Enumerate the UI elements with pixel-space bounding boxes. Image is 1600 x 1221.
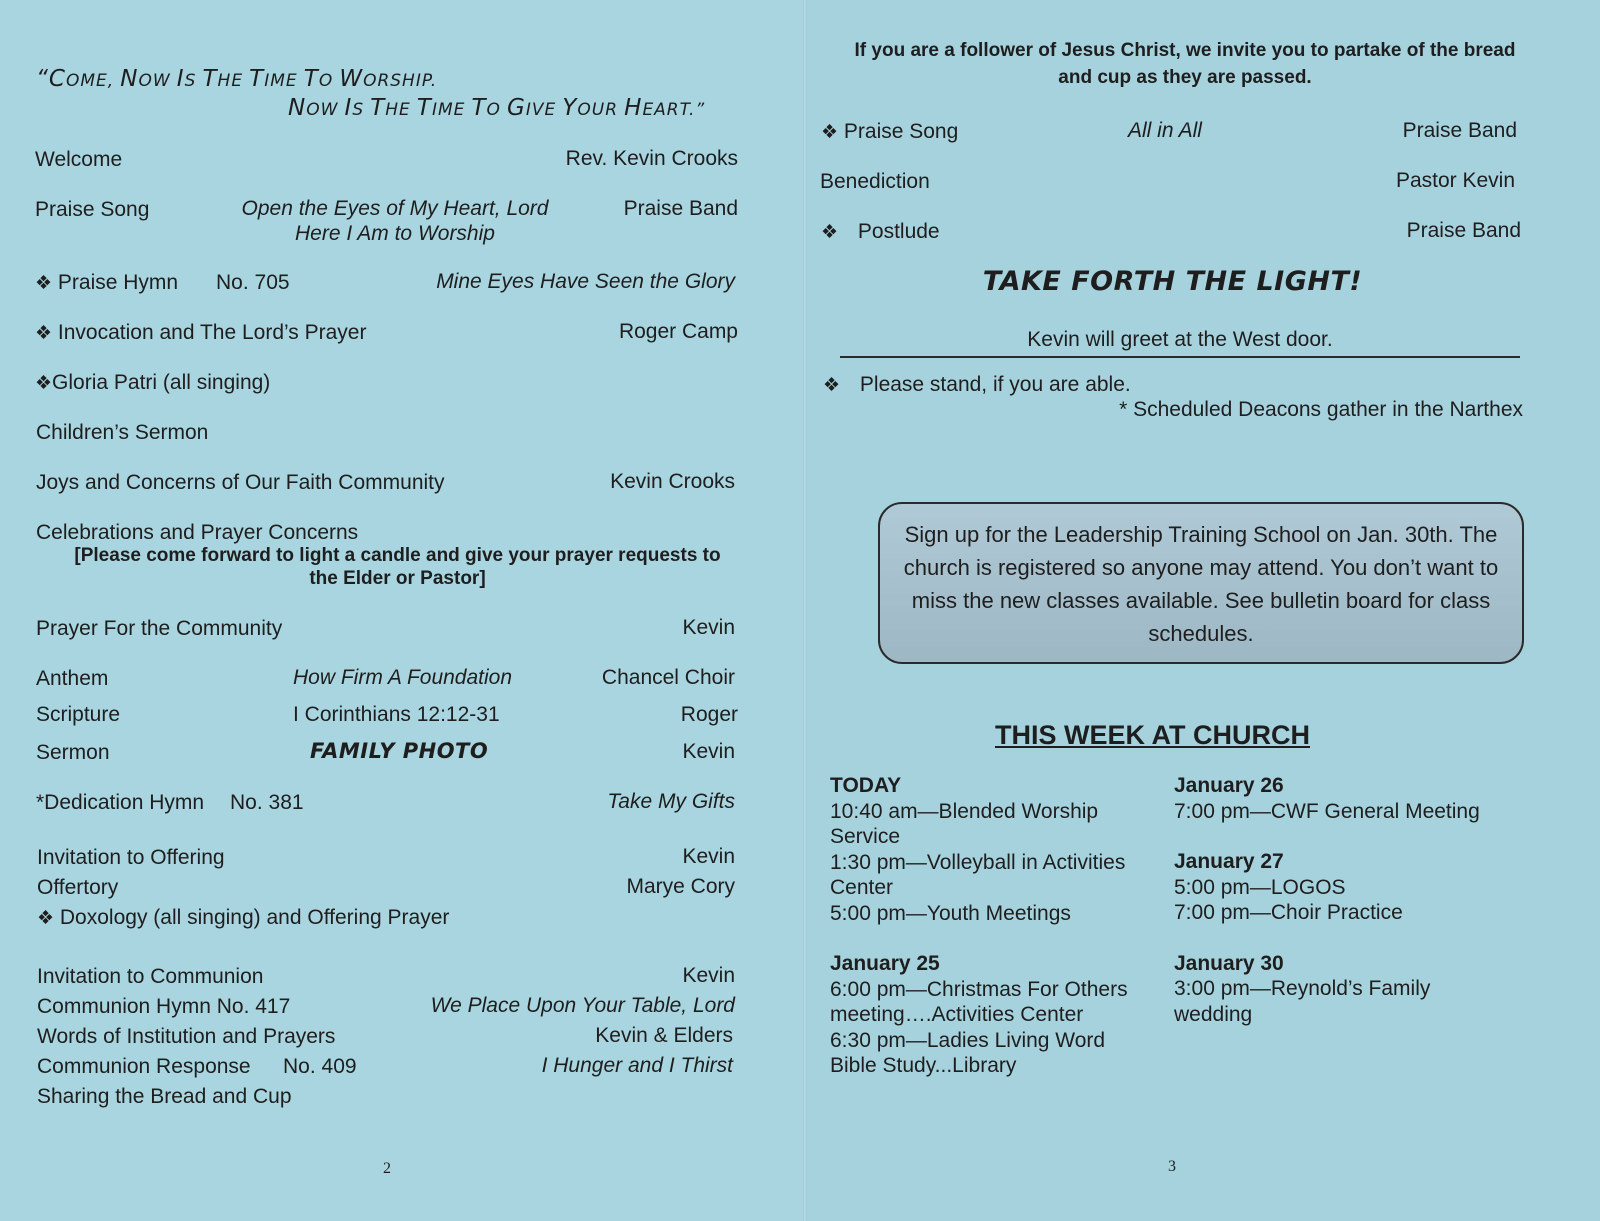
right-praise-song-label: Praise Song: [843, 120, 959, 143]
benediction-leader: Pastor Kevin: [1395, 169, 1515, 192]
stand-note-row: [823, 373, 1131, 397]
quote-text-2: NOW IS THE TIME TO GIVE YOUR HEART.”: [288, 95, 706, 121]
sermon-label: Sermon: [36, 741, 110, 764]
gloria-label: Gloria Patri (all singing): [52, 371, 271, 394]
bullet-icon: ❖: [35, 323, 53, 344]
schedule-group-jan25: [830, 951, 1150, 1079]
schedule-item: 5:00 pm—LOGOS: [1174, 875, 1346, 899]
schedule-item: 10:40 am—Blended Worship Service: [830, 799, 1099, 848]
sermon-title: FAMILY PHOTO: [310, 739, 489, 763]
postlude-row: [821, 220, 940, 244]
schedule-item: 1:30 pm—Volleyball in Activities Center: [830, 850, 1126, 899]
stand-note: Please stand, if you are able.: [859, 373, 1131, 396]
dedication-number: No. 381: [230, 791, 304, 814]
signup-announcement-box: [878, 502, 1524, 664]
invitation-communion-leader: Kevin: [682, 964, 735, 987]
praise-song-leader: Praise Band: [623, 197, 738, 220]
words-leader: Kevin & Elders: [595, 1024, 733, 1047]
deacons-note: * Scheduled Deacons gather in the Narthex: [1119, 398, 1523, 421]
schedule-item: 7:00 pm—CWF General Meeting: [1174, 799, 1480, 823]
praise-song-title1: Open the Eyes of My Heart, Lord: [241, 197, 549, 220]
dedication-label: *Dedication Hymn: [36, 791, 205, 814]
doxology-label: Doxology (all singing) and Offering Prayer: [59, 906, 450, 929]
anthem-title: How Firm A Foundation: [293, 666, 513, 689]
praise-song-label: Praise Song: [35, 198, 150, 221]
bullet-icon: ❖: [35, 273, 53, 294]
schedule-group-jan26: [1174, 773, 1514, 824]
invitation-offering-leader: Kevin: [682, 845, 735, 868]
schedule-head: TODAY: [830, 774, 902, 797]
celebrations-note-line2: the Elder or Pastor]: [309, 568, 486, 589]
childrens-sermon-label: Children’s Sermon: [36, 421, 209, 444]
schedule-group-jan27: [1174, 849, 1514, 926]
dedication-title: Take My Gifts: [607, 790, 735, 813]
scripture-reference: I Corinthians 12:12-31: [293, 703, 500, 726]
communion-hymn-title: We Place Upon Your Table, Lord: [430, 994, 735, 1017]
schedule-item: 5:00 pm—Youth Meetings: [830, 901, 1071, 925]
schedule-column-1: [830, 773, 1150, 1079]
bullet-icon: ❖: [823, 375, 841, 396]
offertory-leader: Marye Cory: [626, 875, 735, 898]
sharing-label: Sharing the Bread and Cup: [37, 1085, 292, 1108]
invitation-communion-label: Invitation to Communion: [37, 965, 264, 988]
invocation-leader: Roger Camp: [618, 320, 738, 343]
this-week-heading: THIS WEEK AT CHURCH: [995, 720, 1310, 750]
praise-hymn-title: Mine Eyes Have Seen the Glory: [436, 270, 735, 293]
worship-quote-line2: [288, 95, 705, 121]
praise-hymn-row: [35, 271, 178, 295]
praise-song-title2: Here I Am to Worship: [295, 222, 495, 245]
schedule-item: 7:00 pm—Choir Practice: [1174, 901, 1403, 924]
page-number-right: 3: [1168, 1158, 1176, 1175]
page-number-left: 2: [383, 1160, 391, 1177]
divider-line: [840, 356, 1520, 358]
praise-hymn-label: Praise Hymn: [57, 271, 179, 294]
communion-invite-line1: If you are a follower of Jesus Christ, we invite you to partake of the bread: [854, 40, 1516, 61]
communion-response-number: No. 409: [283, 1055, 357, 1078]
bullet-icon: ❖: [821, 122, 839, 143]
words-label: Words of Institution and Prayers: [37, 1025, 336, 1048]
joys-label: Joys and Concerns of Our Faith Community: [36, 471, 445, 494]
offertory-label: Offertory: [37, 876, 119, 899]
center-fold: [803, 0, 807, 1221]
quote-text-1: “COME, NOW IS THE TIME TO WORSHIP.: [36, 66, 438, 92]
worship-quote-line1: [36, 66, 437, 92]
joys-leader: Kevin Crooks: [610, 470, 735, 493]
schedule-head: January 25: [830, 952, 940, 975]
right-praise-song-leader: Praise Band: [1402, 119, 1517, 142]
schedule-group-jan30: [1174, 951, 1514, 1028]
invocation-row: [35, 321, 366, 345]
take-forth-heading: TAKE FORTH THE LIGHT!: [982, 266, 1363, 297]
benediction-label: Benediction: [820, 170, 930, 193]
doxology-row: [37, 906, 449, 930]
communion-response-label: Communion Response: [37, 1055, 251, 1078]
bullet-icon: ❖: [821, 222, 839, 243]
praise-hymn-number: No. 705: [216, 271, 290, 294]
schedule-item: 3:00 pm—Reynold’s Family wedding: [1174, 977, 1431, 1026]
schedule-head: January 30: [1174, 951, 1284, 975]
prayer-community-leader: Kevin: [682, 616, 735, 639]
prayer-community-label: Prayer For the Community: [36, 617, 283, 640]
celebrations-label: Celebrations and Prayer Concerns: [36, 521, 359, 544]
right-praise-song-title: All in All: [1128, 119, 1202, 142]
bullet-icon: ❖: [37, 908, 55, 929]
schedule-column-2: [1174, 773, 1514, 1027]
communion-invite-line2: and cup as they are passed.: [1058, 67, 1312, 88]
schedule-head: January 27: [1174, 850, 1284, 873]
gloria-row: [35, 371, 270, 395]
communion-hymn-label: Communion Hymn No. 417: [37, 995, 291, 1018]
sermon-leader: Kevin: [682, 740, 735, 763]
welcome-label: Welcome: [35, 148, 123, 171]
schedule-group-today: [830, 773, 1150, 926]
communion-response-title: I Hunger and I Thirst: [541, 1054, 733, 1077]
anthem-leader: Chancel Choir: [601, 666, 735, 689]
schedule-head: January 26: [1174, 774, 1284, 797]
schedule-item: 6:00 pm—Christmas For Others meeting….Activities Center: [830, 977, 1128, 1026]
welcome-leader: Rev. Kevin Crooks: [565, 147, 738, 170]
celebrations-note-line1: [Please come forward to light a candle and give your prayer requests to: [74, 545, 721, 566]
signup-text: Sign up for the Leadership Training School on Jan. 30th. The church is registered so anyone may attend. You don’t want to miss the new classes available. See bulletin board for class schedules.: [903, 522, 1499, 646]
postlude-leader: Praise Band: [1406, 219, 1521, 242]
invocation-label: Invocation and The Lord’s Prayer: [57, 321, 367, 344]
schedule-item: 6:30 pm—Ladies Living Word Bible Study...Library: [830, 1028, 1106, 1077]
right-praise-song-row: [821, 120, 958, 144]
anthem-label: Anthem: [36, 667, 109, 690]
postlude-label: Postlude: [857, 220, 940, 243]
greeter-note: Kevin will greet at the West door.: [1027, 328, 1333, 351]
bullet-icon: ❖: [35, 373, 53, 394]
scripture-leader: Roger: [680, 703, 738, 726]
invitation-offering-label: Invitation to Offering: [37, 846, 225, 869]
scripture-label: Scripture: [36, 703, 121, 726]
